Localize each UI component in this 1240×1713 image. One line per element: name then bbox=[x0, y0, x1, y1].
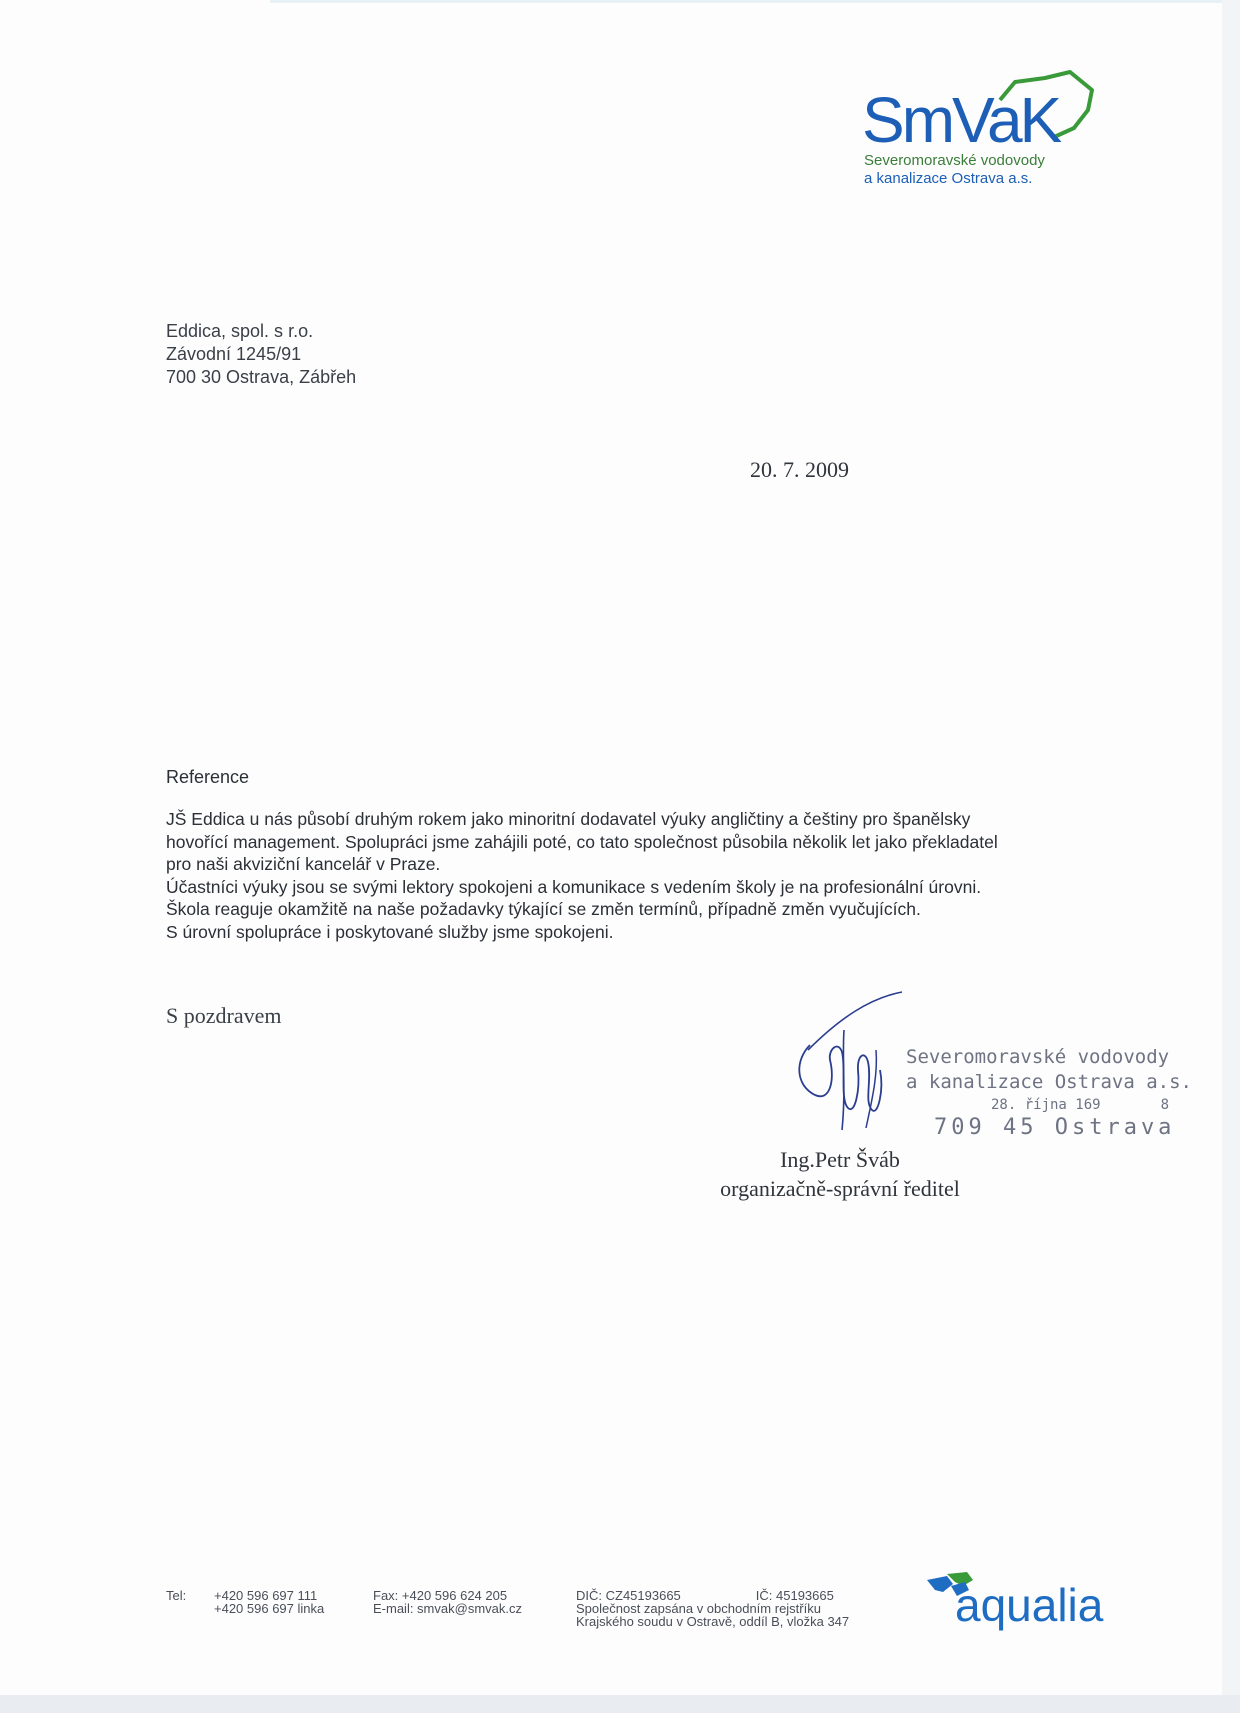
recipient-line2: Závodní 1245/91 bbox=[166, 344, 302, 364]
closing-greeting: S pozdravem bbox=[166, 1003, 282, 1028]
stamp-street: 28. října 169 bbox=[991, 1097, 1101, 1113]
body-line: Škola reaguje okamžitě na naše požadavky týkající se změn termínů, případně změn vyučujících. bbox=[166, 899, 921, 919]
footer-tel-label: Tel: bbox=[166, 1588, 187, 1603]
footer-registry-line2: Krajského soudu v Ostravě, oddíl B, vložka 347 bbox=[576, 1614, 850, 1629]
letter-body bbox=[166, 808, 1106, 943]
body-line: hovořící management. Spolupráci jsme zahájili poté, co tato společnost působila několik let jako překladatel bbox=[166, 831, 998, 852]
stamp-line1: Severomoravské vodovody bbox=[906, 1046, 1170, 1068]
smvak-logo-subtitle-line1: Severomoravské vodovody bbox=[864, 152, 1045, 169]
letter-date: 20. 7. 2009 bbox=[750, 457, 849, 482]
footer-fax: Fax: +420 596 624 205 bbox=[373, 1588, 508, 1603]
body-line: Účastníci výuky jsou se svými lektory spokojeni a komunikace s vedením školy je na profesionální úrovni. bbox=[166, 876, 982, 897]
aqualia-logo bbox=[925, 1570, 1110, 1640]
smvak-logo-word: SmVaK bbox=[862, 84, 1060, 156]
footer-ic: IČ: 45193665 bbox=[755, 1588, 834, 1603]
body-line: JŠ Eddica u nás působí druhým rokem jako minoritní dodavatel výuky angličtiny a češtiny pro španělsky bbox=[166, 809, 971, 829]
recipient-address bbox=[166, 320, 356, 389]
footer-tel1: +420 596 697 111 bbox=[214, 1588, 318, 1603]
smvak-logo-subtitle bbox=[864, 152, 1045, 188]
letter-subject: Reference bbox=[166, 767, 250, 787]
stamp-line3 bbox=[991, 1097, 1192, 1113]
footer-registry-line1: Společnost zapsána v obchodním rejstříku bbox=[576, 1601, 821, 1616]
footer-tel-values bbox=[214, 1589, 324, 1615]
footer-dic: DIČ: CZ45193665 bbox=[576, 1588, 681, 1603]
body-line: S úrovní spolupráce i poskytované služby jsme spokojeni. bbox=[166, 921, 614, 942]
recipient-line1: Eddica, spol. s r.o. bbox=[166, 321, 314, 341]
company-stamp bbox=[906, 1045, 1192, 1140]
scan-edge-bottom bbox=[0, 1695, 1240, 1713]
stamp-line2: a kanalizace Ostrava a.s. bbox=[906, 1071, 1192, 1093]
stamp-number: 8 bbox=[1160, 1097, 1170, 1113]
stamp-line4: 709 45 Ostrava bbox=[934, 1115, 1176, 1140]
scan-edge-top bbox=[270, 0, 1222, 3]
recipient-line3: 700 30 Ostrava, Zábřeh bbox=[166, 367, 357, 387]
footer-email: E-mail: smvak@smvak.cz bbox=[373, 1601, 522, 1616]
footer-registry bbox=[576, 1589, 849, 1628]
footer-contact bbox=[373, 1589, 522, 1615]
smvak-logo bbox=[862, 70, 1102, 190]
body-line: pro naši akviziční kancelář v Praze. bbox=[166, 854, 441, 874]
signer-title: organizačně-správní ředitel bbox=[720, 1176, 960, 1201]
signer-block bbox=[680, 1145, 1000, 1203]
smvak-logo-subtitle-line2: a kanalizace Ostrava a.s. bbox=[864, 170, 1033, 187]
aqualia-logo-word: aqualia bbox=[955, 1579, 1104, 1631]
signer-name: Ing.Petr Šváb bbox=[780, 1147, 900, 1172]
footer-tel2: +420 596 697 linka bbox=[214, 1601, 325, 1616]
